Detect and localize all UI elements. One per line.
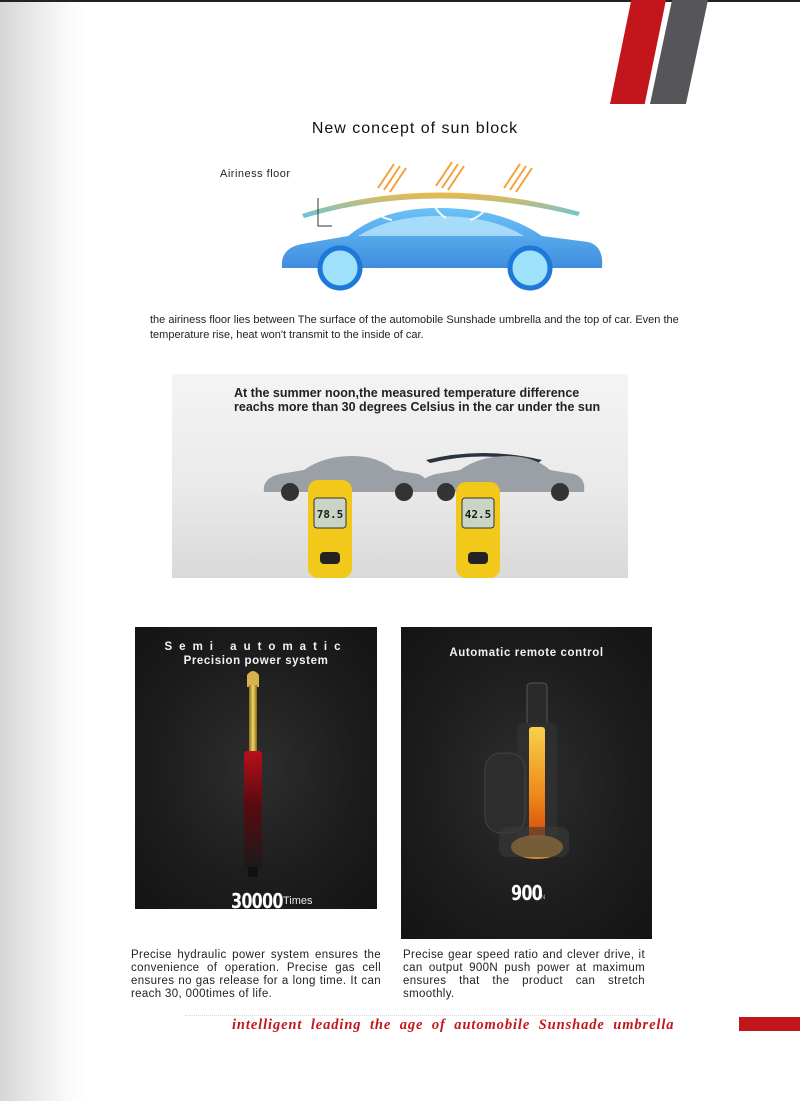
remote-control-title: Automatic remote control [449, 647, 604, 659]
precision-power-title: Precision power system [183, 655, 329, 667]
remote-control-description: Precise gear speed ratio and clever drive, it can output 900N push power at maximum ensures that the product can stretch smoothly. [403, 949, 645, 1000]
footer-red-bar [739, 1017, 800, 1031]
right-temperature-reading: 42.5 [464, 508, 492, 521]
lifetime-metric: 30000 [231, 889, 283, 909]
comparison-heading: At the summer noon,the measured temperature difference reachs more than 30 degrees Celsius in the car under the sun [234, 386, 601, 414]
footer-slogan: intelligent leading the age of automobile Sunshade umbrella [232, 1017, 675, 1033]
hydraulic-power-panel [135, 627, 377, 909]
airiness-floor-label: Airiness floor [220, 168, 291, 180]
car-with-umbrella [420, 453, 584, 501]
sun-rays-icon [378, 162, 532, 192]
rear-wheel [510, 248, 550, 288]
remote-control-panel [401, 627, 652, 939]
left-page-shade [0, 0, 86, 1101]
temperature-comparison-panel [172, 374, 628, 578]
section-title: New concept of sun block [311, 120, 519, 137]
front-wheel [320, 248, 360, 288]
left-temperature-reading: 78.5 [316, 508, 344, 521]
thermometer-left [308, 480, 352, 578]
intro-paragraph: the airiness floor lies between The surface of the automobile Sunshade umbrella and the top of car. Even the temperature rise, heat won't transmit to the inside of car. [150, 314, 679, 341]
push-power-metric: 900 [511, 881, 542, 905]
thermometer-right [456, 482, 500, 578]
push-power-metric-unit: N [541, 895, 546, 901]
hydraulic-description: Precise hydraulic power system ensures the convenience of operation. Precise gas cell ensures no gas release for a long time. It can reach 30, 000times of life. [131, 949, 381, 1000]
semi-automatic-title: Semi automatic [164, 641, 348, 653]
footer-divider [185, 1015, 655, 1016]
gas-spring-illustration [135, 627, 377, 909]
lifetime-metric-unit: Times [283, 895, 313, 907]
car-umbrella-diagram [262, 150, 622, 300]
